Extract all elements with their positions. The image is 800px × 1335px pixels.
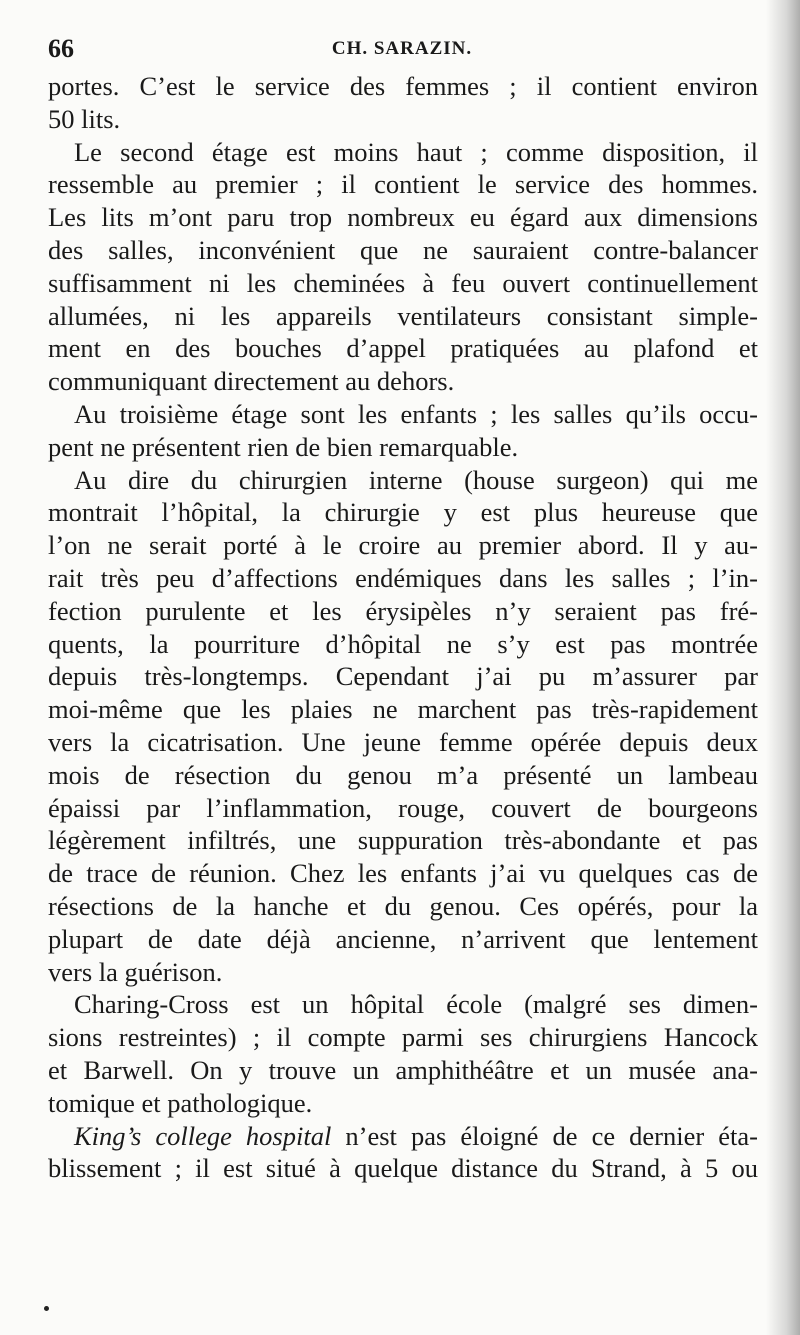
text-line: plupart de date déjà ancienne, n’arrivent que lentement [48, 923, 758, 954]
text-line: suffisamment ni les cheminées à feu ouvert continuellement [48, 267, 758, 298]
text-line: Le second étage est moins haut ; comme disposition, il [74, 136, 758, 167]
text-line: résections de la hanche et du genou. Ces opérés, pour la [48, 890, 758, 921]
text-line: sions restreintes) ; il compte parmi ses chirurgiens Hancock [48, 1022, 758, 1053]
text-line: fection purulente et les érysipèles n’y seraient pas fré- [48, 595, 758, 626]
running-head: CH. SARAZIN. [331, 38, 473, 59]
page-number: 66 [48, 34, 74, 63]
text-line: rait très peu d’affections endémiques dans les salles ; l’in- [48, 562, 758, 593]
text-line: ment en des bouches d’appel pratiquées au plafond et [48, 333, 758, 364]
text-line: quents, la pourriture d’hôpital ne s’y est pas montrée [48, 628, 758, 659]
text-line: Les lits m’ont paru trop nombreux eu égard aux dimensions [48, 202, 758, 233]
line-text: n’est pas éloigné de ce dernier éta- [331, 1120, 758, 1151]
text-line: Au troisième étage sont les enfants ; les salles qu’ils occu- [74, 398, 758, 429]
body-text [48, 70, 758, 1185]
text-line: pent ne présentent rien de bien remarquable. [48, 431, 519, 462]
text-line: de trace de réunion. Chez les enfants j’ai vu quelques cas de [48, 858, 758, 889]
text-line: mois de résection du genou m’a présenté un lambeau [48, 759, 758, 790]
page-edge-shadow [766, 0, 800, 1335]
italic-title: King’s college hospital [74, 1120, 332, 1151]
text-line: montrait l’hôpital, la chirurgie y est plus heureuse que [48, 497, 758, 528]
text-line: des salles, inconvénient que ne sauraient contre-balancer [48, 234, 758, 265]
text-line: depuis très-longtemps. Cependant j’ai pu m’assurer par [48, 661, 758, 692]
text-line: épaissi par l’inflammation, rouge, couvert de bourgeons [48, 792, 758, 823]
text-line: communiquant directement au dehors. [48, 366, 455, 397]
text-line: l’on ne serait porté à le croire au premier abord. Il y au- [48, 530, 758, 561]
text-line: ressemble au premier ; il contient le service des hommes. [48, 169, 758, 200]
text-line: vers la cicatrisation. Une jeune femme opérée depuis deux [48, 726, 758, 757]
text-line: vers la guérison. [48, 956, 223, 987]
ink-speck [44, 1306, 49, 1311]
page-header [48, 34, 756, 70]
text-line: tomique et pathologique. [48, 1087, 313, 1118]
text-line: blissement ; il est situé à quelque distance du Strand, à 5 ou [48, 1153, 758, 1184]
text-line: légèrement infiltrés, une suppuration très-abondante et pas [48, 825, 758, 856]
text-line: allumées, ni les appareils ventilateurs consistant simple- [48, 300, 758, 331]
text-line: moi-même que les plaies ne marchent pas très-rapidement [48, 694, 758, 725]
text-line: portes. C’est le service des femmes ; il contient environ [48, 71, 758, 101]
text-line: 50 lits. [48, 103, 121, 134]
text-line [48, 1120, 758, 1153]
text-line: Charing-Cross est un hôpital école (malgré ses dimen- [74, 989, 758, 1020]
text-line: Au dire du chirurgien interne (house surgeon) qui me [74, 464, 758, 495]
text-line: et Barwell. On y trouve un amphithéâtre et un musée ana- [48, 1054, 758, 1085]
